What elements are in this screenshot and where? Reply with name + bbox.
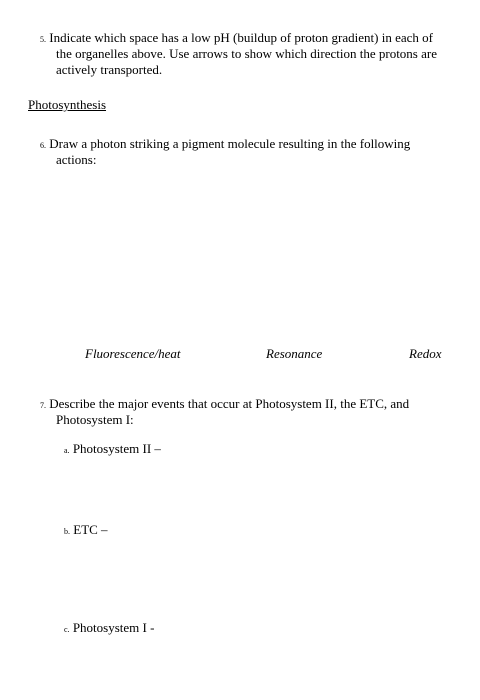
question-6-number: 6.: [40, 141, 46, 150]
question-7-line-2: Photosystem I:: [56, 412, 134, 427]
item-c-letter: c.: [64, 625, 70, 634]
label-fluorescence-heat: Fluorescence/heat: [85, 346, 181, 361]
item-a-letter: a.: [64, 446, 70, 455]
section-heading-photosynthesis: Photosynthesis: [28, 97, 107, 112]
question-5-line-1: Indicate which space has a low pH (buildup of proton gradient) in each of: [49, 30, 433, 45]
question-7-line-1: Describe the major events that occur at Photosystem II, the ETC, and: [49, 396, 410, 411]
question-7-number: 7.: [40, 401, 46, 410]
question-6-line-1: Draw a photon striking a pigment molecule resulting in the following: [49, 136, 411, 151]
item-b-letter: b.: [64, 527, 70, 536]
label-resonance: Resonance: [266, 346, 323, 361]
question-7-item-c: [64, 620, 154, 636]
label-redox: Redox: [409, 346, 442, 361]
question-6-line-2: actions:: [56, 152, 97, 167]
item-b-label: ETC –: [73, 522, 108, 537]
question-6: [40, 136, 470, 154]
item-a-label: Photosystem II –: [72, 441, 161, 456]
question-5-number: 5.: [40, 35, 46, 44]
question-7-item-a: [64, 441, 161, 457]
question-5-line-3: actively transported.: [56, 62, 163, 77]
item-c-label: Photosystem I -: [72, 620, 155, 635]
question-5-line-2: the organelles above. Use arrows to show which direction the protons are: [56, 46, 437, 61]
question-7-item-b: [64, 522, 108, 538]
